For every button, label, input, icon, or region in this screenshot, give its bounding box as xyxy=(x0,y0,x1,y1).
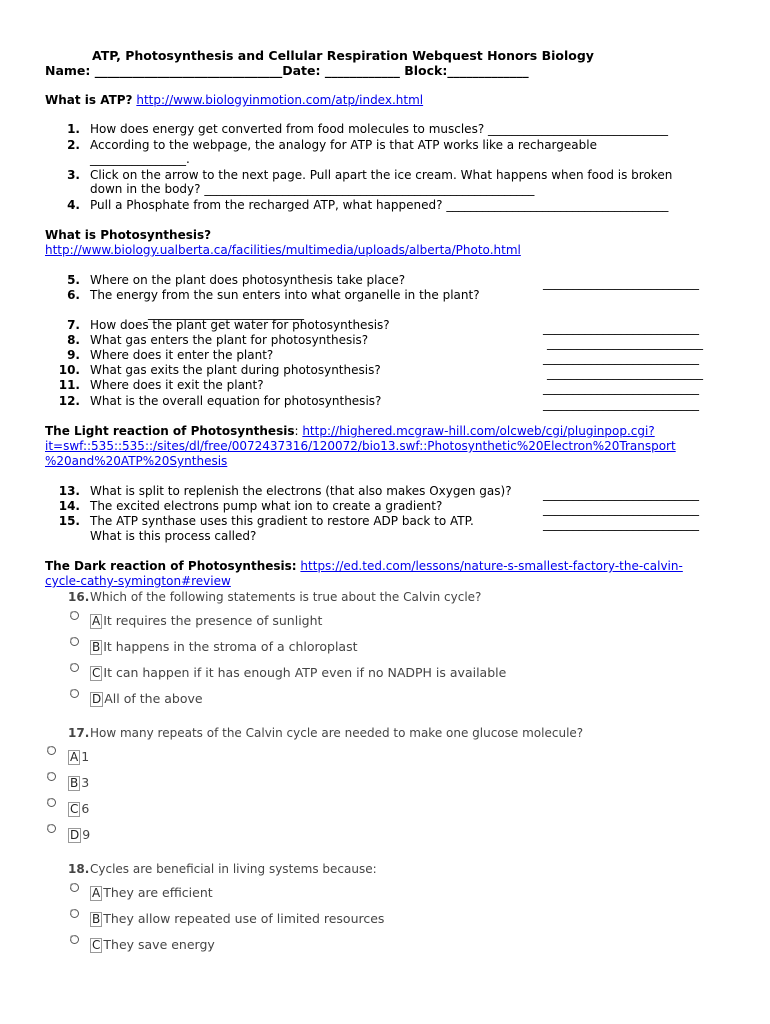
q15-text: The ATP synthase uses this gradient to restore ADP back to ATP. xyxy=(90,514,474,528)
q12-text: What is the overall equation for photosynthesis? xyxy=(90,394,382,408)
q2-blank: ________________. xyxy=(90,152,190,166)
q10-text: What gas exits the plant during photosynthesis? xyxy=(90,363,381,377)
atp-heading: What is ATP? xyxy=(45,93,133,107)
q17-option-d-radio[interactable] xyxy=(47,824,56,833)
q17-option-c-letter: C xyxy=(70,802,79,816)
q11-blank: __________________________ xyxy=(543,381,699,395)
q16-option-a[interactable] xyxy=(90,613,322,629)
q16-option-d-radio[interactable] xyxy=(70,689,79,698)
q17-option-d-letter: D xyxy=(70,828,80,842)
q16-option-b-letter: B xyxy=(92,640,101,654)
q13-text: What is split to replenish the electrons (that also makes Oxygen gas)? xyxy=(90,484,512,498)
q16-option-d-letter: D xyxy=(92,692,102,706)
q2-text: According to the webpage, the analogy for ATP is that ATP works like a rechargeable xyxy=(90,138,597,152)
q16-text: Which of the following statements is true about the Calvin cycle? xyxy=(90,590,482,604)
q17-option-b-letter: B xyxy=(70,776,79,790)
q16-option-a-radio[interactable] xyxy=(70,611,79,620)
q17-option-a-letter: A xyxy=(70,750,79,764)
q16-option-c[interactable] xyxy=(90,665,506,681)
q7-text: How does the plant get water for photosynthesis? xyxy=(90,318,390,332)
dark-reaction-link-line2[interactable]: cycle-cathy-symington#review xyxy=(45,574,231,588)
light-reaction-link-line2[interactable]: it=swf::535::535::/sites/dl/free/0072437316/120072/bio13.swf::Photosynthetic%20Electron%20Transport xyxy=(45,439,676,453)
q5-blank: __________________________ xyxy=(543,276,699,290)
q18-option-b-text: They allow repeated use of limited resources xyxy=(103,911,385,926)
q18-option-a-radio[interactable] xyxy=(70,883,79,892)
q18-option-a-text: They are efficient xyxy=(103,885,213,900)
q16-option-b-text: It happens in the stroma of a chloroplast xyxy=(103,639,358,654)
q1-number: 1. xyxy=(67,122,80,136)
dark-reaction-link-line1[interactable]: https://ed.ted.com/lessons/nature-s-smallest-factory-the-calvin- xyxy=(300,559,683,573)
q16-option-a-text: It requires the presence of sunlight xyxy=(103,613,323,628)
q3-text: Click on the arrow to the next page. Pull apart the ice cream. What happens when food is broken xyxy=(90,168,673,182)
q10-number: 10. xyxy=(58,363,80,377)
q17-option-a[interactable] xyxy=(68,749,89,765)
q16-option-d[interactable] xyxy=(90,691,203,707)
q15-blank: __________________________ xyxy=(543,517,699,531)
q16-option-c-text: It can happen if it has enough ATP even if no NADPH is available xyxy=(103,665,507,680)
q18-option-b-radio[interactable] xyxy=(70,909,79,918)
q18-option-a-letter: A xyxy=(92,886,101,900)
q18-number: 18. xyxy=(68,862,90,876)
q9-blank: __________________________ xyxy=(543,351,699,365)
q16-number: 16. xyxy=(68,590,90,604)
q18-option-b-letter: B xyxy=(92,912,101,926)
light-reaction-heading-row xyxy=(45,424,655,438)
q8-text: What gas enters the plant for photosynthesis? xyxy=(90,333,369,347)
q8-blank: __________________________ xyxy=(547,336,703,350)
q5-number: 5. xyxy=(67,273,80,287)
q11-number: 11. xyxy=(58,378,80,392)
q17-option-c[interactable] xyxy=(68,801,89,817)
q17-option-b-text: 3 xyxy=(81,775,90,790)
q18-option-a[interactable] xyxy=(90,885,213,901)
q1-text: How does energy get converted from food molecules to muscles? ______________________________ xyxy=(90,122,669,136)
worksheet-title: ATP, Photosynthesis and Cellular Respiration Webquest Honors Biology xyxy=(92,48,594,63)
q17-option-b-radio[interactable] xyxy=(47,772,56,781)
q6-number: 6. xyxy=(67,288,80,302)
q8-number: 8. xyxy=(67,333,80,347)
q16-option-b-radio[interactable] xyxy=(70,637,79,646)
q11-text: Where does it exit the plant? xyxy=(90,378,264,392)
light-reaction-colon: : xyxy=(294,424,303,438)
q17-option-d-text: 9 xyxy=(82,827,91,842)
atp-link[interactable]: http://www.biologyinmotion.com/atp/index.html xyxy=(136,93,424,107)
q18-text: Cycles are beneficial in living systems because: xyxy=(90,862,377,876)
dark-reaction-heading-row xyxy=(45,559,683,573)
q17-text: How many repeats of the Calvin cycle are needed to make one glucose molecule? xyxy=(90,726,584,740)
q17-option-c-radio[interactable] xyxy=(47,798,56,807)
q16-option-d-text: All of the above xyxy=(104,691,203,706)
q18-option-c-letter: C xyxy=(92,938,101,952)
q16-option-c-radio[interactable] xyxy=(70,663,79,672)
light-reaction-link-line1[interactable]: http://highered.mcgraw-hill.com/olcweb/cgi/pluginpop.cgi? xyxy=(302,424,655,438)
q4-text: Pull a Phosphate from the recharged ATP, what happened? _____________________________________ xyxy=(90,198,669,212)
q13-blank: __________________________ xyxy=(543,487,699,501)
q16-option-c-letter: C xyxy=(92,666,101,680)
q14-blank: __________________________ xyxy=(543,502,699,516)
q14-number: 14. xyxy=(58,499,80,513)
q7-number: 7. xyxy=(67,318,80,332)
q5-text: Where on the plant does photosynthesis take place? xyxy=(90,273,406,287)
q16-option-a-letter: A xyxy=(92,614,101,628)
photosynthesis-link[interactable]: http://www.biology.ualberta.ca/facilities/multimedia/uploads/alberta/Photo.html xyxy=(45,243,521,257)
q14-text: The excited electrons pump what ion to create a gradient? xyxy=(90,499,443,513)
q17-option-a-radio[interactable] xyxy=(47,746,56,755)
q4-number: 4. xyxy=(67,198,80,212)
q17-option-c-text: 6 xyxy=(81,801,90,816)
q3-number: 3. xyxy=(67,168,80,182)
q16-option-b[interactable] xyxy=(90,639,358,655)
q6-text: The energy from the sun enters into what organelle in the plant? xyxy=(90,288,480,302)
q2-number: 2. xyxy=(67,138,80,152)
q17-option-d[interactable] xyxy=(68,827,90,843)
q9-number: 9. xyxy=(67,348,80,362)
atp-heading-row xyxy=(45,93,423,107)
photosynthesis-heading: What is Photosynthesis? xyxy=(45,228,212,242)
q15-number: 15. xyxy=(58,514,80,528)
q17-number: 17. xyxy=(68,726,90,740)
q18-option-b[interactable] xyxy=(90,911,384,927)
q3-text-cont: down in the body? _______________________________________________________ xyxy=(90,182,535,196)
q18-option-c[interactable] xyxy=(90,937,215,953)
q10-blank: __________________________ xyxy=(547,366,703,380)
q7-blank: __________________________ xyxy=(543,321,699,335)
q18-option-c-text: They save energy xyxy=(103,937,215,952)
q18-option-c-radio[interactable] xyxy=(70,935,79,944)
q12-blank: __________________________ xyxy=(543,397,699,411)
name-date-block-line: Name: ______________________________Date: ____________ Block:_____________ xyxy=(45,63,529,78)
q17-option-a-text: 1 xyxy=(81,749,90,764)
q9-text: Where does it enter the plant? xyxy=(90,348,274,362)
light-reaction-link-line3[interactable]: %20and%20ATP%20Synthesis xyxy=(45,454,228,468)
dark-reaction-heading: The Dark reaction of Photosynthesis: xyxy=(45,559,297,573)
light-reaction-heading: The Light reaction of Photosynthesis xyxy=(45,424,295,438)
q17-option-b[interactable] xyxy=(68,775,89,791)
q6-blank: __________________________ xyxy=(148,306,304,320)
q12-number: 12. xyxy=(58,394,80,408)
q15-text-cont: What is this process called? xyxy=(90,529,257,543)
q13-number: 13. xyxy=(58,484,80,498)
